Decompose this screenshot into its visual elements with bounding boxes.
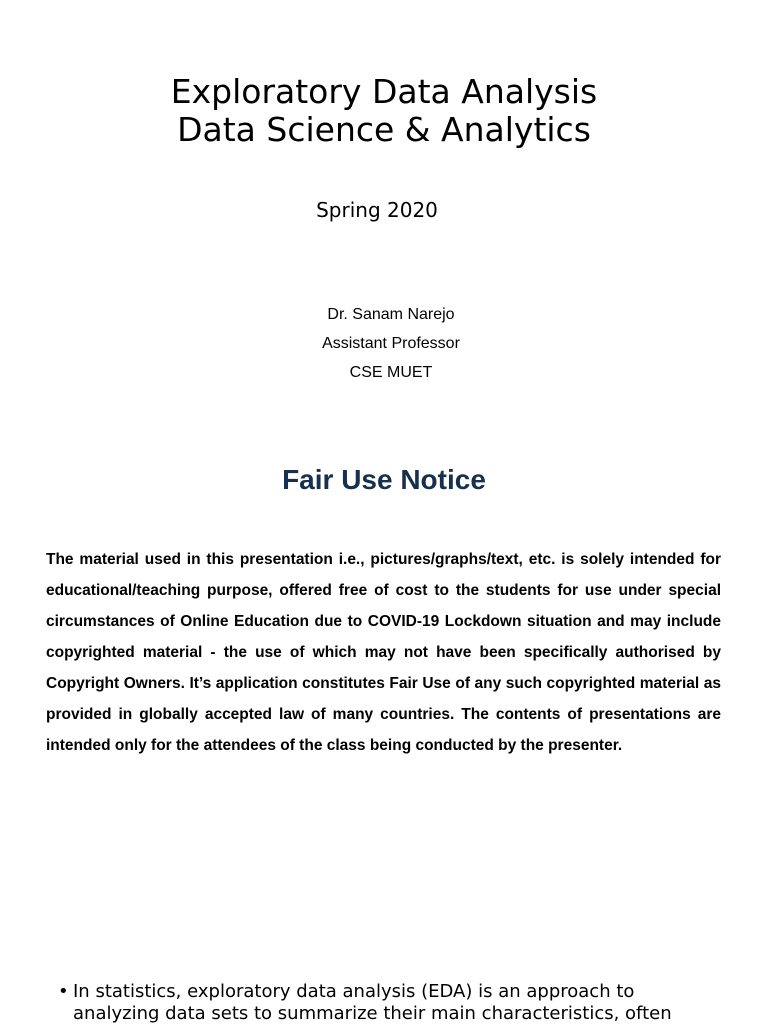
presenter-info [0, 300, 768, 387]
notice-body: The material used in this presentation i.e., pictures/graphs/text, etc. is solely intended for educational/teaching purpose, offered free of cost to the students for use under special circumstances of Online Education due to COVID-19 Lockdown situation and may include copyrighted material - the use of which may not have been specifically authorised by Copyright Owners. It’s application constitutes Fair Use of any such copyrighted material as provided in globally accepted law of many countries. The contents of presentations are intended only for the attendees of the class being conducted by the presenter. [46, 551, 721, 754]
bullet-list [58, 981, 698, 1025]
presenter-department: CSE MUET [349, 364, 433, 381]
title-line-1: Exploratory Data Analysis [170, 72, 598, 111]
presentation-title [0, 73, 768, 149]
bullet-marker: • [58, 981, 69, 1002]
notice-heading: Fair Use Notice [282, 464, 486, 495]
list-item [58, 981, 698, 1025]
bullet-text: In statistics, exploratory data analysis (EDA) is an approach to analyzing data sets to summarize their main characteristics, often [73, 981, 672, 1024]
presenter-role: Assistant Professor [322, 335, 460, 352]
title-line-2: Data Science & Analytics [177, 110, 591, 149]
semester-label: Spring 2020 [316, 198, 438, 222]
presenter-name: Dr. Sanam Narejo [327, 306, 455, 323]
